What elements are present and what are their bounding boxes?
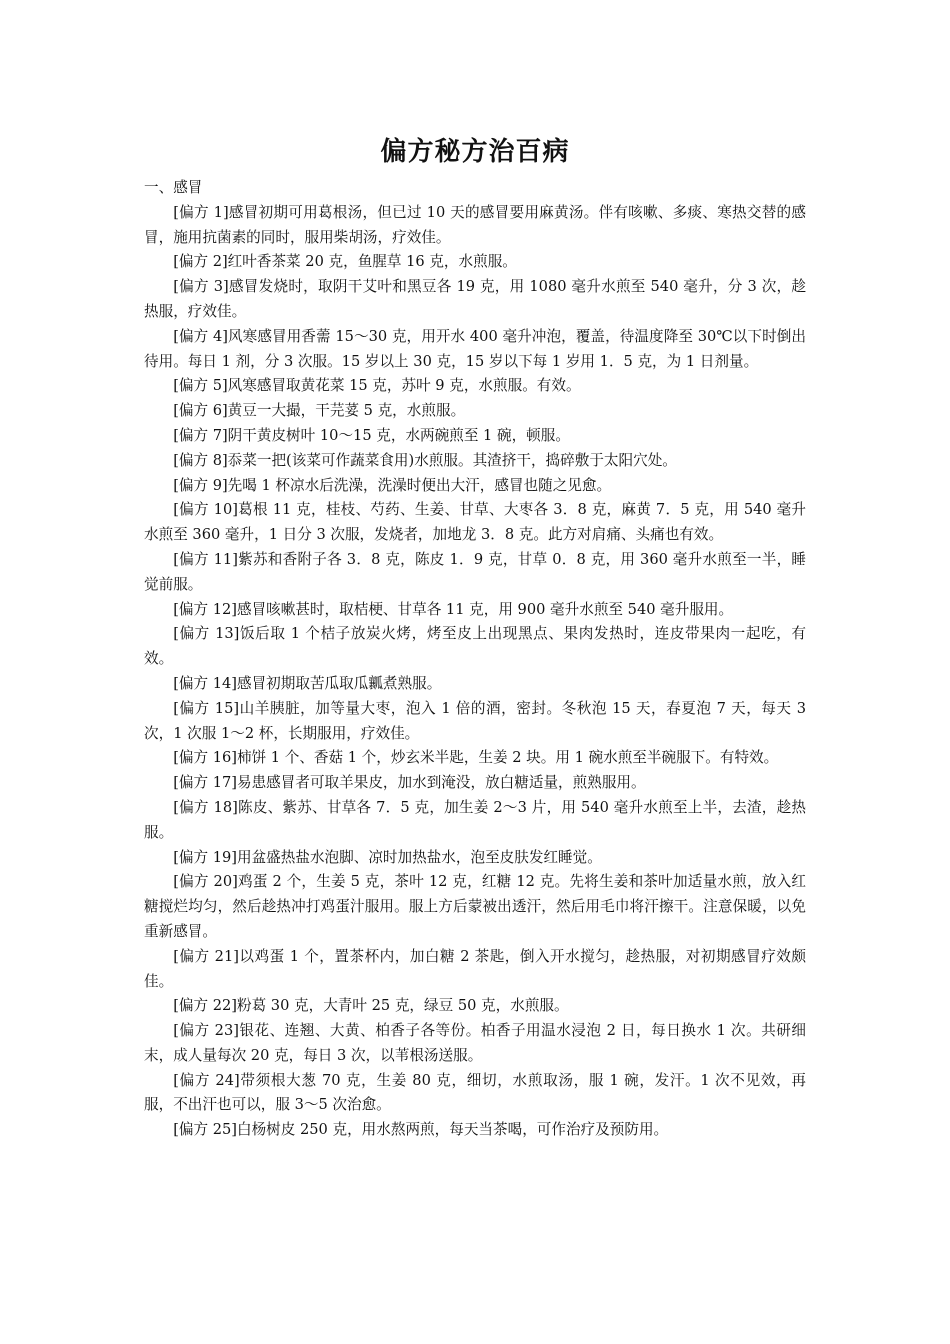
remedy-paragraph-8: [偏方 8]忝菜一把(该菜可作蔬菜食用)水煎服。其渣挤干，捣碎敷于太阳穴处。 [173, 451, 677, 469]
section-heading: 一、感冒 [144, 179, 203, 196]
remedy-paragraph-18: [偏方 18]陈皮、紫苏、甘草各 7．5 克，加生姜 2～3 片，用 540 毫升水煎至上半，去渣，趁热服。 [144, 798, 806, 841]
remedy-paragraph-14: [偏方 14]感冒初期取苦瓜取瓜瓤煮熟服。 [173, 674, 442, 692]
remedy-paragraph-10: [偏方 10]葛根 11 克，桂枝、芍药、生姜、甘草、大枣各 3．8 克，麻黄 7．5 克，用 540 毫升水煎至 360 毫升，1 日分 3 次服，发烧者，加地龙 3．8 克。此方对肩痛、头痛也有效。 [144, 501, 806, 544]
remedy-paragraph-23: [偏方 23]银花、连翘、大黄、柏香子各等份。柏香子用温水浸泡 2 日，每日换水 1 次。共研细末，成人量每次 20 克，每日 3 次，以苇根汤送服。 [144, 1022, 806, 1064]
remedy-paragraph-6: [偏方 6]黄豆一大撮，干芫荽 5 克，水煎服。 [173, 402, 466, 420]
remedy-paragraph-2: [偏方 2]红叶香茶菜 20 克，鱼腥草 16 克，水煎服。 [173, 253, 517, 271]
remedy-paragraph-24: [偏方 24]带须根大葱 70 克，生姜 80 克，细切，水煎取汤，服 1 碗，发汗。1 次不见效，再服，不出汗也可以，服 3～5 次治愈。 [144, 1071, 806, 1114]
remedy-paragraph-17: [偏方 17]易患感冒者可取羊果皮，加水到淹没，放白糖适量，煎熟服用。 [173, 774, 646, 792]
remedy-paragraph-19: [偏方 19]用盆盛热盐水泡脚、凉时加热盐水，泡至皮肤发红睡觉。 [173, 848, 602, 866]
remedy-paragraph-7: [偏方 7]阴干黄皮树叶 10～15 克，水两碗煎至 1 碗，顿服。 [173, 426, 570, 444]
remedy-paragraph-12: [偏方 12]感冒咳嗽甚时，取桔梗、甘草各 11 克，用 900 毫升水煎至 540 毫升服用。 [173, 600, 734, 618]
remedy-paragraph-3: [偏方 3]感冒发烧时，取阴干艾叶和黑豆各 19 克，用 1080 毫升水煎至 540 毫升，分 3 次，趁热服，疗效佳。 [144, 278, 806, 320]
remedy-paragraph-5: [偏方 5]风寒感冒取黄花菜 15 克，苏叶 9 克，水煎服。有效。 [173, 377, 581, 395]
remedy-paragraph-21: [偏方 21]以鸡蛋 1 个，置茶杯内，加白糖 2 茶匙，倒入开水搅匀，趁热服，对初期感冒疗效颇佳。 [144, 947, 806, 990]
remedy-paragraph-22: [偏方 22]粉葛 30 克，大青叶 25 克，绿豆 50 克，水煎服。 [173, 997, 569, 1015]
remedy-paragraph-15: [偏方 15]山羊胰脏，加等量大枣，泡入 1 倍的酒，密封。冬秋泡 15 天，春夏泡 7 天，每天 3 次，1 次服 1～2 杯，长期服用，疗效佳。 [144, 699, 806, 742]
document-title: 偏方秘方治百病 [380, 137, 570, 167]
remedy-paragraph-16: [偏方 16]柿饼 1 个、香菇 1 个，炒玄米半匙，生姜 2 块。用 1 碗水煎至半碗服下。有特效。 [173, 749, 779, 767]
remedy-paragraph-25: [偏方 25]白杨树皮 250 克，用水熬两煎，每天当茶喝，可作治疗及预防用。 [173, 1121, 669, 1139]
remedy-paragraph-13: [偏方 13]饭后取 1 个桔子放炭火烤，烤至皮上出现黑点、果肉发热时，连皮带果肉一起吃，有效。 [144, 625, 806, 668]
remedy-paragraph-20: [偏方 20]鸡蛋 2 个，生姜 5 克，茶叶 12 克，红糖 12 克。先将生姜和茶叶加适量水煎，放入红糖搅烂均匀，然后趁热冲打鸡蛋汁服用。服上方后蒙被出透汗，然后用毛巾将汗擦干。注意保暖，以免重新感冒。 [144, 873, 806, 940]
document-body [144, 176, 806, 1143]
remedy-paragraph-9: [偏方 9]先喝 1 杯凉水后洗澡，洗澡时便出大汗，感冒也随之见愈。 [173, 476, 612, 494]
remedy-paragraph-11: [偏方 11]紫苏和香附子各 3．8 克，陈皮 1．9 克，甘草 0．8 克，用 360 毫升水煎至一半，睡觉前服。 [144, 550, 806, 593]
remedy-paragraph-4: [偏方 4]风寒感冒用香薷 15～30 克，用开水 400 毫升冲泡，覆盖，待温度降至 30℃以下时倒出待用。每日 1 剂，分 3 次服。15 岁以上 30 克，15 岁以下每 1 岁用 1．5 克，为 1 日剂量。 [144, 327, 806, 370]
remedy-paragraph-1: [偏方 1]感冒初期可用葛根汤，但已过 10 天的感冒要用麻黄汤。伴有咳嗽、多痰、寒热交替的感冒，施用抗菌素的同时，服用柴胡汤，疗效佳。 [144, 203, 806, 246]
